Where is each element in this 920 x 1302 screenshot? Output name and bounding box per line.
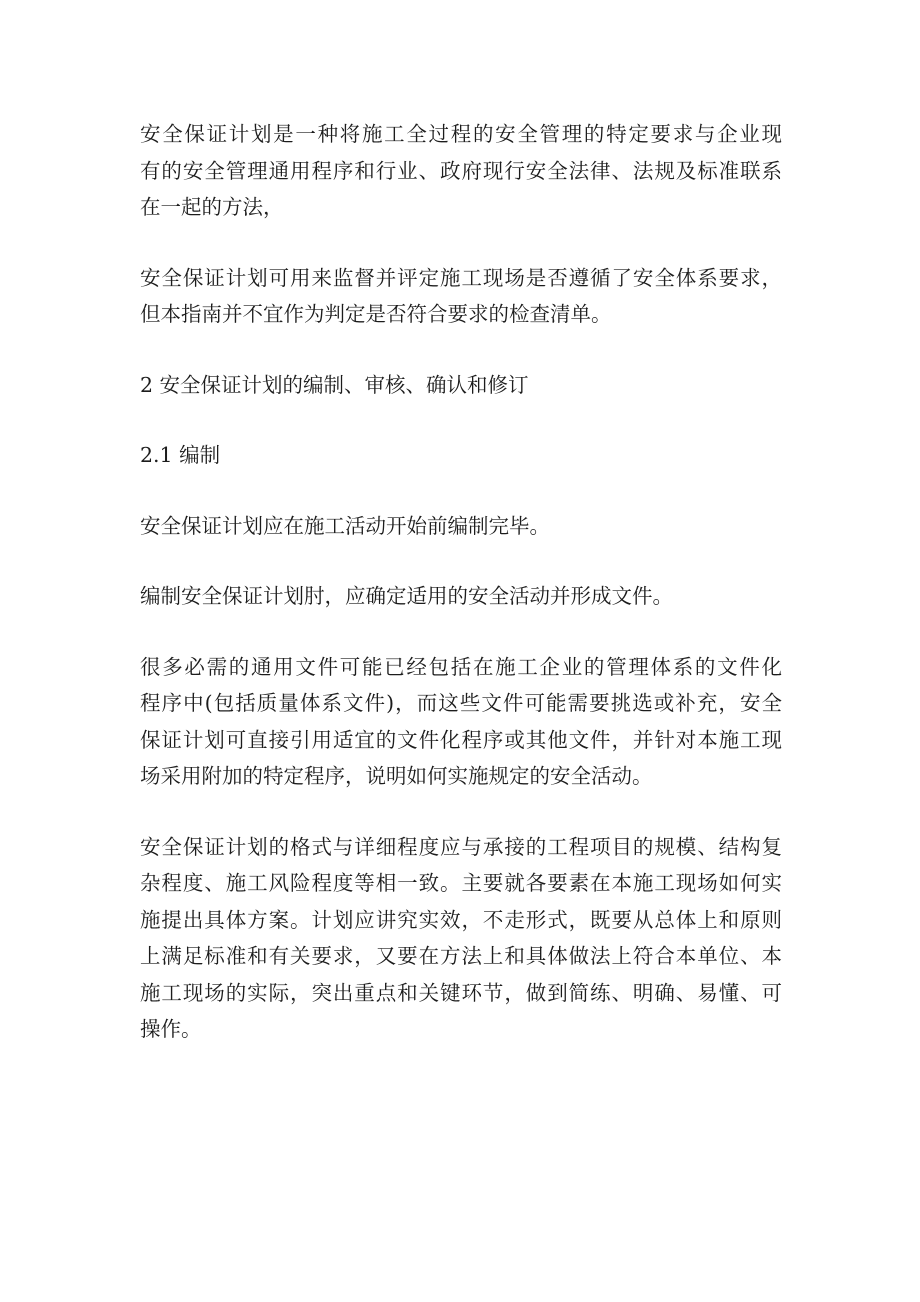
text-line: 杂程度、施工风险程度等相一致。主要就各要素在本施工现场如何实: [140, 871, 782, 895]
text-line: 安全保证计划是一种将施工全过程的安全管理的特定要求与企业现: [140, 122, 782, 146]
text-line: 操作。: [140, 1017, 202, 1041]
text-line: 场采用附加的特定程序，说明如何实施规定的安全活动。: [140, 764, 653, 788]
text-line: 安全保证计划的格式与详细程度应与承接的工程项目的规模、结构复: [140, 834, 782, 859]
text-line: 施提出具体方案。计划应讲究实效，不走形式，既要从总体上和原则: [140, 907, 782, 932]
paragraph-format-and-detail: [140, 829, 782, 1048]
paragraph-safety-plan-definition: [140, 116, 782, 226]
section-heading-2: [140, 367, 782, 404]
text-line: 有的安全管理通用程序和行业、政府现行安全法律、法规及标准联系: [140, 158, 782, 183]
text-line: 但本指南并不宜作为判定是否符合要求的检查清单。: [140, 302, 612, 326]
text-line: 安全保证计划可用来监督并评定施工现场是否遵循了安全体系要求，: [140, 265, 782, 290]
text-line: 很多必需的通用文件可能已经包括在施工企业的管理体系的文件化: [140, 654, 782, 679]
paragraph-general-documents: [140, 649, 782, 795]
heading-text: 2.1 编制: [140, 443, 221, 467]
paragraph-prepare-before-start: [140, 508, 782, 545]
heading-text: 2 安全保证计划的编制、审核、确认和修订: [140, 372, 529, 397]
text-line: 施工现场的实际，突出重点和关键环节，做到简练、明确、易懂、可: [140, 980, 782, 1005]
text-line: 安全保证计划应在施工活动开始前编制完毕。: [140, 513, 550, 538]
document-body: [140, 116, 782, 1082]
text-line: 上满足标准和有关要求，又要在方法上和具体做法上符合本单位、本: [140, 944, 782, 968]
text-line: 编制安全保证计划肘，应确定适用的安全活动并形成文件。: [140, 584, 673, 608]
paragraph-safety-plan-usage: [140, 260, 782, 333]
text-line: 保证计划可直接引用适宜的文件化程序或其他文件，并针对本施工现: [140, 727, 782, 752]
section-heading-2-1: [140, 437, 782, 474]
text-line: 在一起的方法，: [140, 195, 284, 219]
text-line: 程序中(包括质量体系文件)，而这些文件可能需要挑选或补充，安全: [140, 691, 782, 715]
paragraph-determine-activities: [140, 578, 782, 615]
